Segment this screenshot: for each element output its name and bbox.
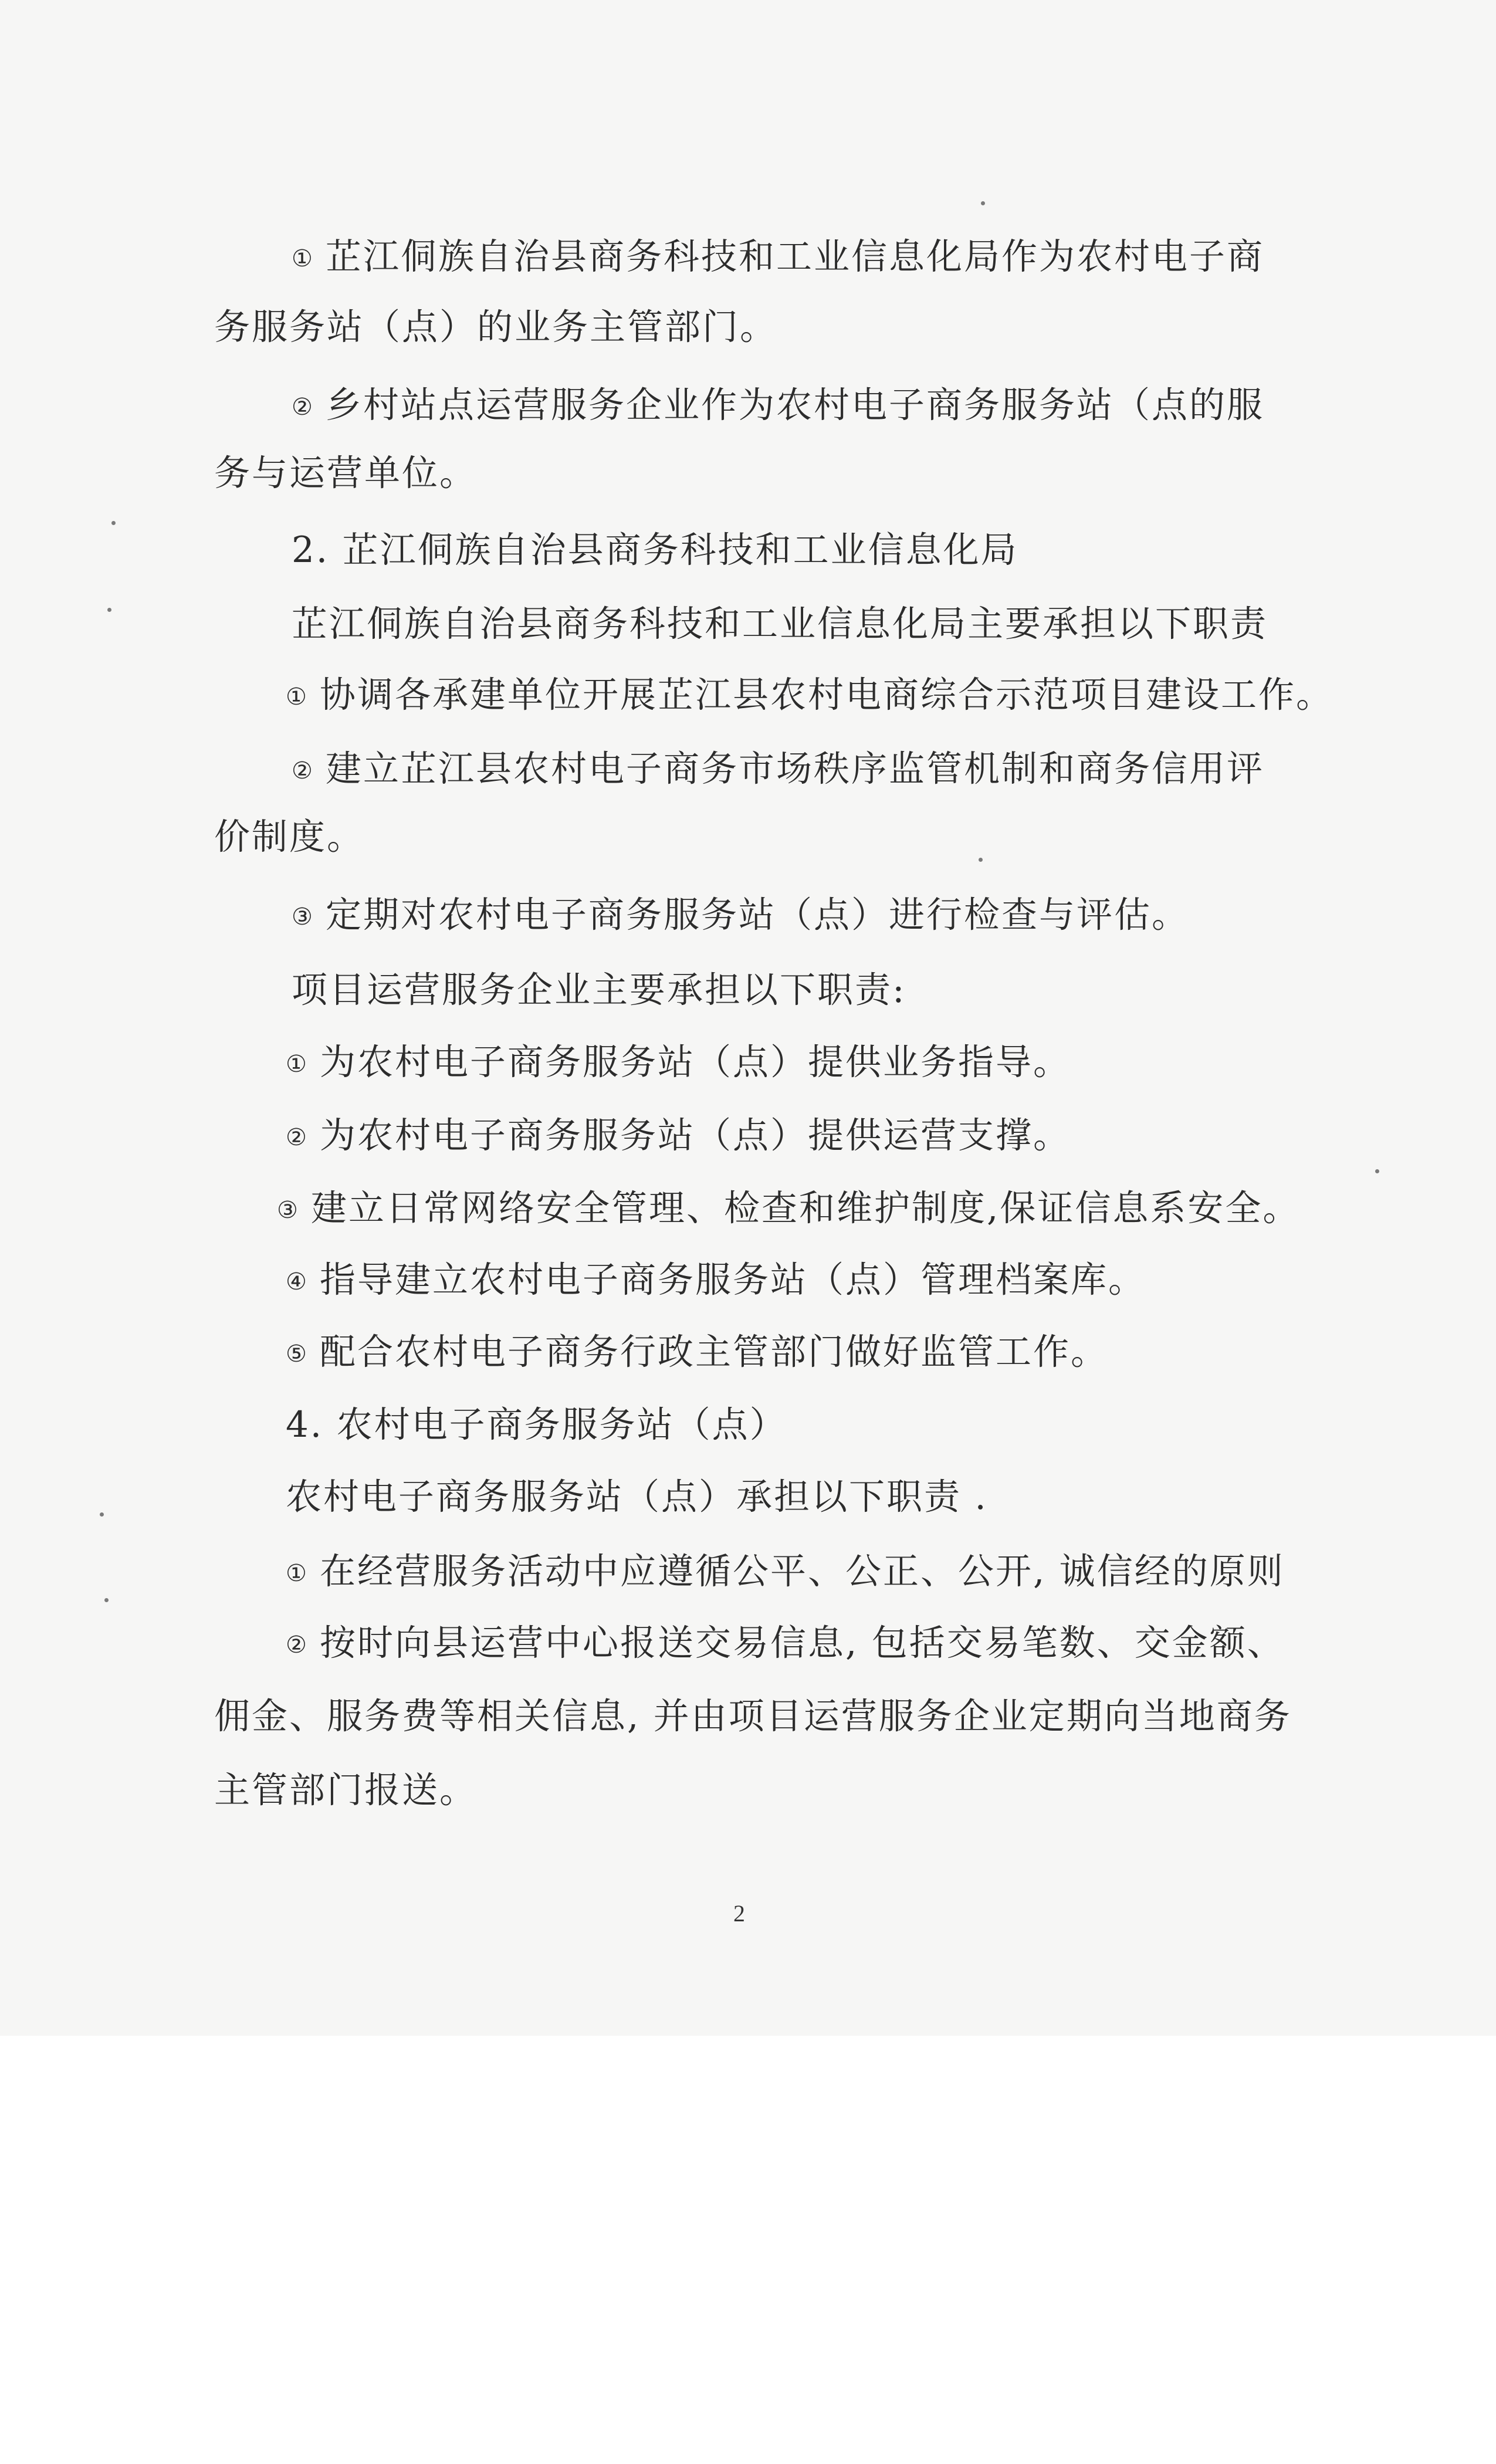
paragraph-line: 农村电子商务服务站（点）承担以下职责 . xyxy=(286,1476,988,1518)
paragraph-line xyxy=(286,1328,1108,1379)
scan-speck xyxy=(107,608,111,612)
paragraph-line: 务服务站（点）的业务主管部门。 xyxy=(214,306,778,348)
scan-speck xyxy=(1375,1169,1379,1173)
line-text: 为农村电子商务服务站（点）提供业务指导。 xyxy=(320,1041,1071,1083)
line-text: 为农村电子商务服务站（点）提供运营支撑。 xyxy=(320,1115,1071,1156)
circled-marker: ① xyxy=(292,245,314,272)
scan-speck xyxy=(104,1598,109,1602)
section-heading: 2. 芷江侗族自治县商务科技和工业信息化局 xyxy=(292,529,1018,571)
line-text: 按时向县运营中心报送交易信息, 包括交易笔数、交金额、 xyxy=(320,1622,1285,1664)
circled-marker: ① xyxy=(286,683,309,710)
paragraph-line: 务与运营单位。 xyxy=(214,452,478,494)
paragraph-line: 佣金、服务费等相关信息, 并由项目运营服务企业定期向当地商务 xyxy=(214,1695,1292,1737)
paragraph-line xyxy=(286,1547,1285,1598)
circled-marker: ② xyxy=(286,1632,309,1659)
paragraph-line xyxy=(286,1111,1071,1162)
section-heading: 4. 农村电子商务服务站（点） xyxy=(286,1404,787,1446)
paragraph-line xyxy=(286,1255,1146,1307)
line-text: 在经营服务活动中应遵循公平、公正、公开, 诚信经的原则 xyxy=(320,1551,1285,1592)
paragraph-line xyxy=(277,1184,1300,1235)
circled-marker: ② xyxy=(286,1124,309,1151)
paragraph-line: 芷江侗族自治县商务科技和工业信息化局主要承担以下职责 xyxy=(292,603,1268,645)
line-text: 芷江侗族自治县商务科技和工业信息化局作为农村电子商 xyxy=(326,236,1265,277)
paragraph-line xyxy=(286,1038,1071,1089)
scan-speck xyxy=(981,201,985,205)
line-text: 定期对农村电子商务服务站（点）进行检查与评估。 xyxy=(326,894,1190,936)
paragraph-line xyxy=(292,744,1264,796)
line-text: 建立日常网络安全管理、检查和维护制度,保证信息系安全。 xyxy=(311,1187,1301,1229)
paragraph-line xyxy=(292,232,1264,283)
circled-marker: ② xyxy=(292,394,314,421)
circled-marker: ③ xyxy=(277,1197,300,1224)
line-text: 乡村站点运营服务企业作为农村电子商务服务站（点的服 xyxy=(326,384,1265,426)
paragraph-line: 价制度。 xyxy=(214,816,365,858)
paragraph-line xyxy=(286,1619,1285,1670)
paragraph-line xyxy=(292,381,1264,432)
circled-marker: ① xyxy=(286,1560,309,1587)
circled-marker: ② xyxy=(292,757,314,784)
scan-speck xyxy=(100,1512,104,1517)
page-number: 2 xyxy=(733,1900,745,1927)
scan-speck xyxy=(111,521,116,525)
paragraph-line: 主管部门报送。 xyxy=(214,1769,478,1811)
circled-marker: ① xyxy=(286,1051,309,1078)
line-text: 协调各承建单位开展芷江县农村电商综合示范项目建设工作。 xyxy=(320,674,1334,716)
line-text: 建立芷江县农村电子商务市场秩序监管机制和商务信用评 xyxy=(326,748,1265,790)
circled-marker: ③ xyxy=(292,903,314,930)
circled-marker: ④ xyxy=(286,1268,309,1295)
paragraph-line xyxy=(286,671,1333,722)
paragraph-line xyxy=(292,891,1189,942)
paragraph-line: 项目运营服务企业主要承担以下职责: xyxy=(292,969,906,1011)
circled-marker: ⑤ xyxy=(286,1341,309,1368)
line-text: 配合农村电子商务行政主管部门做好监管工作。 xyxy=(320,1331,1109,1373)
line-text: 指导建立农村电子商务服务站（点）管理档案库。 xyxy=(320,1259,1146,1301)
scan-speck xyxy=(979,858,983,862)
